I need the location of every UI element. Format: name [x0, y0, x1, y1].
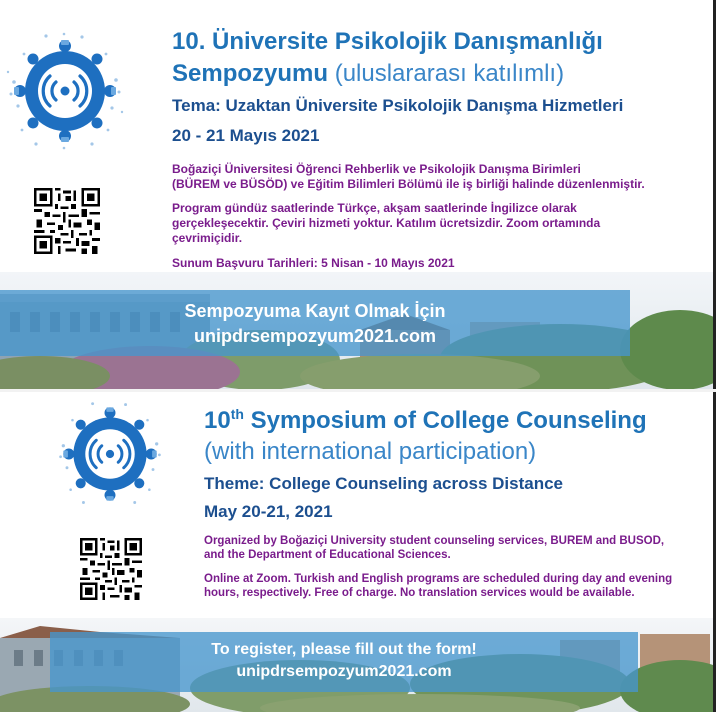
tr-title-line1: 10. Üniversite Psikolojik Danışmanlığı	[172, 28, 603, 55]
tr-theme: Tema: Uzaktan Üniversite Psikolojik Danışma Hizmetleri	[172, 96, 624, 115]
en-organizer-line1: Organized by Boğaziçi University student counseling services, BUREM and BUSOD,	[204, 535, 665, 547]
en-register-banner[interactable]	[50, 632, 638, 692]
en-theme: Theme: College Counseling across Distance	[204, 474, 563, 493]
en-register-url[interactable]: unipdrsempozyum2021.com	[236, 663, 452, 680]
tr-title-bold: Sempozyumu	[172, 60, 329, 87]
en-title-rest: Symposium of College Counseling	[243, 407, 647, 434]
tr-title-line2	[172, 60, 564, 88]
en-organizer-line2: and the Department of Educational Sciences.	[204, 549, 451, 561]
en-title-sup: th	[230, 406, 244, 422]
tr-date: 20 - 21 Mayıs 2021	[172, 126, 320, 145]
en-title-prefix: 10	[204, 407, 231, 434]
en-title-line1	[204, 406, 647, 435]
en-date: May 20-21, 2021	[204, 502, 333, 521]
tr-program-line2: gerçekleşecektir. Çeviri hizmeti yoktur. Katılım ücretsizdir. Zoom ortamında	[172, 216, 601, 230]
tr-register-url[interactable]: unipdrsempozyum2021.com	[193, 326, 437, 346]
tr-organizer	[172, 162, 702, 192]
en-program-line1: Online at Zoom. Turkish and English programs are scheduled during day and evening	[204, 573, 673, 585]
en-title-line2	[204, 438, 536, 466]
tr-program-line1: Program gündüz saatlerinde Türkçe, akşam saatlerinde İngilizce olarak	[172, 201, 577, 215]
en-program	[204, 572, 704, 600]
tr-organizer-line1: Boğaziçi Üniversitesi Öğrenci Rehberlik ve Psikolojik Danışma Birimleri	[172, 162, 581, 176]
en-program-line2: hours, respectively. Free of charge. No translation services would be available.	[204, 587, 635, 599]
network-logo-icon	[56, 400, 164, 508]
en-register-line: To register, please fill out the form!	[211, 641, 477, 658]
english-announcement	[0, 392, 716, 712]
en-title-participation: (with international participation)	[204, 438, 537, 465]
tr-program	[172, 201, 702, 246]
tr-register-line: Sempozyuma Kayıt Olmak İçin	[184, 301, 446, 321]
tr-title-light: (uluslararası katılımlı)	[328, 60, 565, 87]
tr-deadline: Sunum Başvuru Tarihleri: 5 Nisan - 10 Mayıs 2021	[172, 256, 455, 270]
tr-register-banner[interactable]	[0, 290, 630, 356]
en-organizer	[204, 534, 704, 562]
qr-code-icon	[80, 538, 142, 600]
qr-code-icon	[34, 188, 100, 254]
tr-organizer-line2: (BÜREM ve BÜSÖD) ve Eğitim Bilimleri Bölümü ile iş birliği halinde düzenlenmiştir.	[172, 177, 645, 191]
tr-program-line3: çevrimiçidir.	[172, 231, 243, 245]
network-logo-icon	[6, 32, 124, 150]
